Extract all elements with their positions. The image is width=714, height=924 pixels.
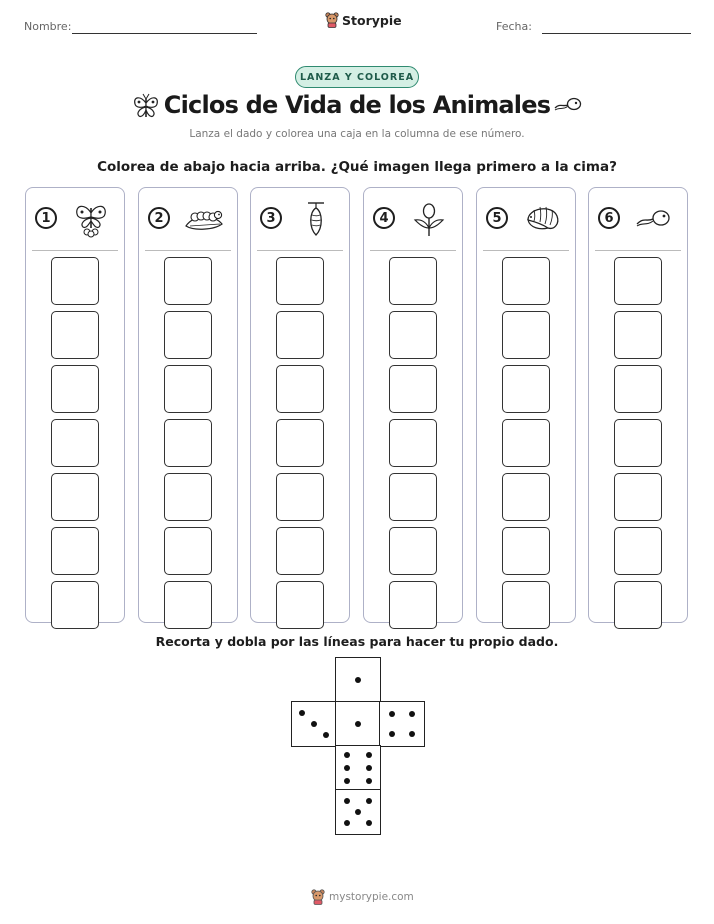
column-header [251, 188, 349, 250]
name-label: Nombre: [24, 20, 72, 33]
die-pip [389, 731, 395, 737]
column-divider [32, 250, 118, 251]
column-icon [71, 200, 111, 238]
color-box[interactable] [389, 257, 437, 305]
color-box[interactable] [164, 581, 212, 629]
color-box[interactable] [614, 257, 662, 305]
color-box[interactable] [51, 257, 99, 305]
column-number: 1 [35, 207, 57, 229]
color-box[interactable] [389, 311, 437, 359]
caterpillar-icon [184, 200, 224, 238]
die-instruction: Recorta y dobla por las líneas para hacer tu propio dado. [155, 634, 559, 649]
color-box[interactable] [502, 527, 550, 575]
column-3 [250, 187, 350, 623]
die-pip [409, 711, 415, 717]
color-box[interactable] [614, 473, 662, 521]
column-number: 4 [373, 207, 395, 229]
color-box[interactable] [502, 581, 550, 629]
column-icon [296, 200, 336, 238]
column-6 [588, 187, 688, 623]
column-number: 5 [486, 207, 508, 229]
color-box[interactable] [51, 419, 99, 467]
die-face-6 [335, 745, 381, 791]
color-box[interactable] [502, 473, 550, 521]
die-pip [366, 798, 372, 804]
storypie-bear-icon [325, 12, 339, 28]
box-list [51, 257, 99, 635]
color-box[interactable] [502, 419, 550, 467]
date-label: Fecha: [496, 20, 532, 33]
color-box[interactable] [502, 311, 550, 359]
color-box[interactable] [51, 365, 99, 413]
color-box[interactable] [389, 419, 437, 467]
column-header [589, 188, 687, 250]
color-box[interactable] [51, 527, 99, 575]
color-box[interactable] [614, 527, 662, 575]
die-face-1 [335, 657, 381, 703]
column-icon [409, 200, 449, 238]
column-4 [363, 187, 463, 623]
color-box[interactable] [164, 419, 212, 467]
page-subtitle: Lanza el dado y colorea una caja en la columna de ese número. [189, 128, 525, 140]
die-pip [366, 752, 372, 758]
die-pip [299, 710, 305, 716]
column-divider [257, 250, 343, 251]
color-box[interactable] [502, 365, 550, 413]
page-title: Ciclos de Vida de los Animales [163, 91, 551, 119]
sprout-icon [409, 200, 449, 238]
name-line[interactable] [72, 33, 257, 34]
column-number: 2 [148, 207, 170, 229]
die-pip [389, 711, 395, 717]
die-pip [344, 798, 350, 804]
column-divider [483, 250, 569, 251]
box-list [502, 257, 550, 635]
color-box[interactable] [389, 473, 437, 521]
color-box[interactable] [276, 473, 324, 521]
column-1 [25, 187, 125, 623]
die-pip [366, 765, 372, 771]
box-list [276, 257, 324, 635]
title-tadpole-icon [552, 94, 584, 116]
die-pip [355, 809, 361, 815]
color-box[interactable] [164, 257, 212, 305]
column-header [364, 188, 462, 250]
color-box[interactable] [614, 311, 662, 359]
larva-icon [522, 200, 562, 238]
color-box[interactable] [389, 527, 437, 575]
color-box[interactable] [614, 419, 662, 467]
coloring-instruction: Colorea de abajo hacia arriba. ¿Qué imagen llega primero a la cima? [97, 159, 617, 175]
box-list [389, 257, 437, 635]
die-pip [366, 820, 372, 826]
butterfly-icon [71, 200, 111, 238]
die-pip [409, 731, 415, 737]
color-box[interactable] [276, 311, 324, 359]
column-icon [522, 200, 562, 238]
die-face-5 [335, 789, 381, 835]
color-box[interactable] [164, 527, 212, 575]
color-box[interactable] [276, 581, 324, 629]
die-pip [311, 721, 317, 727]
color-box[interactable] [389, 365, 437, 413]
die-face-1 [335, 701, 381, 747]
color-box[interactable] [164, 365, 212, 413]
column-2 [138, 187, 238, 623]
color-box[interactable] [276, 419, 324, 467]
footer [311, 889, 414, 905]
column-header [477, 188, 575, 250]
color-box[interactable] [51, 473, 99, 521]
die-pip [355, 721, 361, 727]
die-pip [344, 820, 350, 826]
die-pip [355, 677, 361, 683]
die-pip [344, 765, 350, 771]
color-box[interactable] [389, 581, 437, 629]
column-number: 3 [260, 207, 282, 229]
column-header [26, 188, 124, 250]
die-pip [366, 778, 372, 784]
die-face-3 [291, 701, 337, 747]
column-divider [145, 250, 231, 251]
column-icon [184, 200, 224, 238]
column-icon [634, 200, 674, 238]
column-5 [476, 187, 576, 623]
brand-name: Storypie [342, 12, 402, 28]
column-divider [370, 250, 456, 251]
storypie-bear-icon [311, 889, 325, 905]
column-header [139, 188, 237, 250]
date-line[interactable] [542, 33, 691, 34]
column-divider [595, 250, 681, 251]
color-box[interactable] [51, 581, 99, 629]
color-box[interactable] [164, 473, 212, 521]
tadpole-icon [634, 200, 674, 238]
box-list [614, 257, 662, 635]
die-pip [344, 752, 350, 758]
color-box[interactable] [276, 527, 324, 575]
color-box[interactable] [614, 365, 662, 413]
chrysalis-icon [296, 200, 336, 238]
die-pip [344, 778, 350, 784]
color-box[interactable] [614, 581, 662, 629]
die-pip [323, 732, 329, 738]
color-box[interactable] [276, 257, 324, 305]
box-list [164, 257, 212, 635]
footer-url: mystorypie.com [329, 891, 414, 903]
brand-logo [325, 12, 402, 28]
die-face-4 [379, 701, 425, 747]
color-box[interactable] [51, 311, 99, 359]
activity-badge: LANZA Y COLOREA [295, 66, 419, 88]
column-number: 6 [598, 207, 620, 229]
color-box[interactable] [276, 365, 324, 413]
color-box[interactable] [164, 311, 212, 359]
color-box[interactable] [502, 257, 550, 305]
